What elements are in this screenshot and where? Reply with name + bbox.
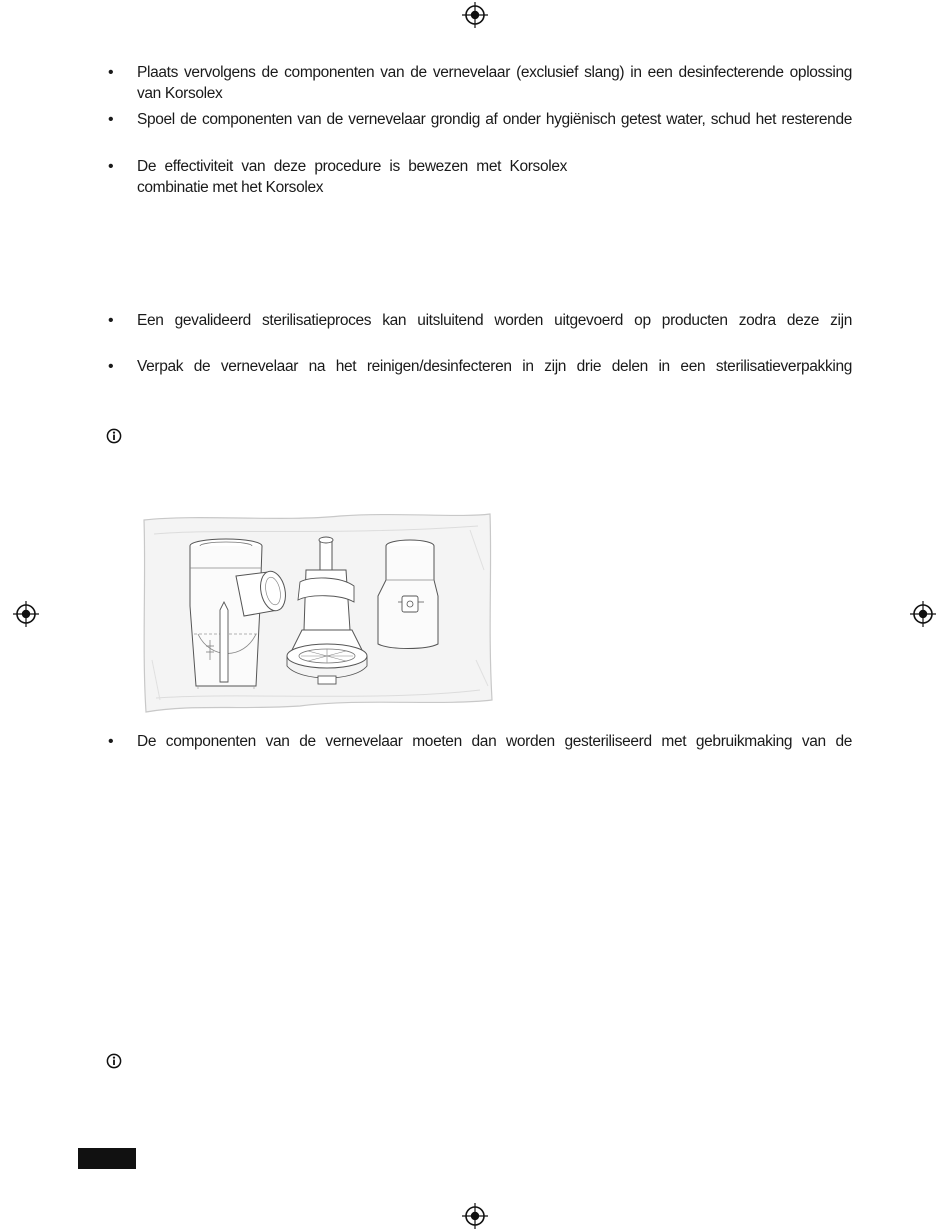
bullet-text-effectiveness	[137, 156, 567, 198]
registration-mark-bottom-icon	[462, 1203, 488, 1229]
bullet-marker: •	[108, 111, 114, 128]
text-line: van Korsolex	[137, 85, 223, 102]
page-number-tab	[78, 1148, 136, 1169]
info-icon	[106, 428, 122, 444]
bullet-text-sterilise-components	[137, 731, 852, 752]
bullet-marker: •	[108, 64, 114, 81]
bullet-text-rinse-components	[137, 109, 852, 130]
text-line: Een gevalideerd sterilisatieproces kan uitsluitend worden uitgevoerd op producten zodra deze zijn	[137, 312, 852, 329]
text-line: De effectiviteit van deze procedure is bewezen met Korsolex	[137, 158, 567, 175]
registration-mark-left-icon	[13, 601, 39, 627]
bullet-marker: •	[108, 312, 114, 329]
bullet-text-place-components	[137, 62, 852, 104]
registration-mark-right-icon	[910, 601, 936, 627]
info-icon	[106, 1053, 122, 1069]
text-line: Plaats vervolgens de componenten van de vernevelaar (exclusief slang) in een desinfecterende oplossing	[137, 64, 852, 81]
text-line: De componenten van de vernevelaar moeten dan worden gesteriliseerd met gebruikmaking van de	[137, 733, 852, 750]
text-line: combinatie met het Korsolex	[137, 179, 324, 196]
text-line: Verpak de vernevelaar na het reinigen/desinfecteren in zijn drie delen in een sterilisatieverpakking	[137, 358, 852, 375]
bullet-text-validated-sterilisation	[137, 310, 852, 331]
text-line: Spoel de componenten van de vernevelaar grondig af onder hygiënisch getest water, schud het resterende	[137, 111, 852, 128]
bullet-marker: •	[108, 358, 114, 375]
bullet-marker: •	[108, 158, 114, 175]
bullet-text-packaging	[137, 356, 852, 377]
registration-mark-top-icon	[462, 2, 488, 28]
bullet-marker: •	[108, 733, 114, 750]
nebuliser-in-sterilisation-bag-illustration	[140, 510, 495, 718]
